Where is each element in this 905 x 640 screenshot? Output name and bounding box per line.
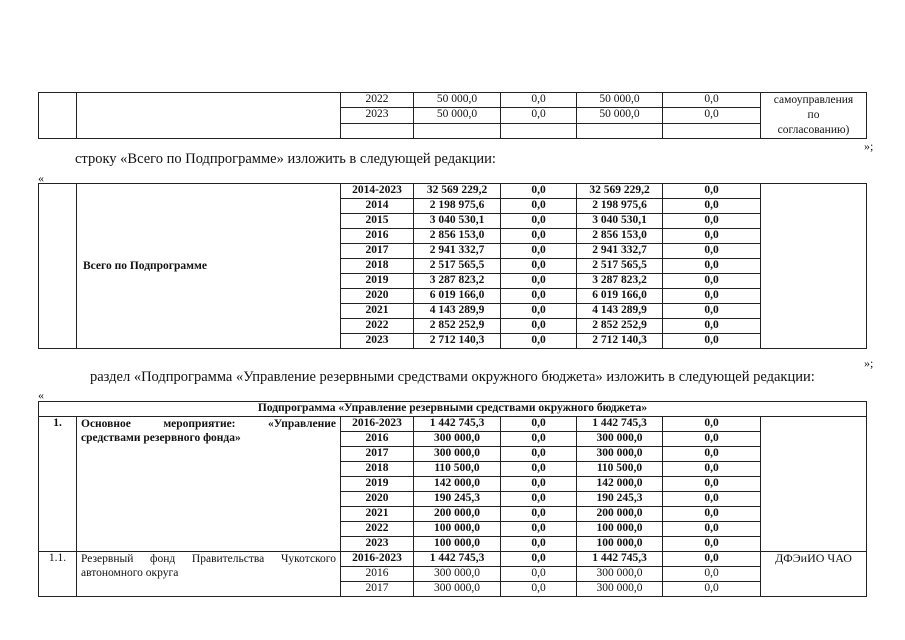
value-cell: 300 000,0: [577, 582, 663, 597]
value-cell: 190 245,3: [577, 492, 663, 507]
table-header-row: [39, 402, 867, 417]
responsible-cell: [761, 417, 867, 552]
table-row: [39, 184, 867, 199]
value-cell: 0,0: [501, 552, 577, 567]
year-cell: 2016-2023: [341, 417, 414, 432]
responsible-cell: [761, 184, 867, 349]
value-cell: 0,0: [663, 447, 761, 462]
value-cell: 0,0: [663, 289, 761, 304]
table-row: [39, 93, 867, 108]
value-cell: 0,0: [501, 319, 577, 334]
responsible-line: согласованию): [777, 124, 850, 136]
table-3: [38, 401, 867, 597]
value-cell: 0,0: [663, 507, 761, 522]
value-cell: 300 000,0: [577, 432, 663, 447]
value-cell: 0,0: [663, 522, 761, 537]
responsible-cell: [761, 93, 867, 139]
value-cell: 2 517 565,5: [414, 259, 501, 274]
value-cell: 3 040 530,1: [414, 214, 501, 229]
value-cell: 3 040 530,1: [577, 214, 663, 229]
value-cell: 0,0: [663, 319, 761, 334]
value-cell: 300 000,0: [414, 432, 501, 447]
year-cell: 2020: [341, 289, 414, 304]
value-cell: 190 245,3: [414, 492, 501, 507]
year-cell: 2016: [341, 229, 414, 244]
responsible-line: по: [807, 109, 820, 121]
value-cell: 110 500,0: [414, 462, 501, 477]
value-cell: 0,0: [501, 522, 577, 537]
value-cell: [414, 123, 501, 138]
value-cell: [577, 123, 663, 138]
year-cell: 2019: [341, 477, 414, 492]
value-cell: 0,0: [501, 432, 577, 447]
total-label: Всего по Подпрограмме: [77, 184, 341, 349]
value-cell: 0,0: [501, 417, 577, 432]
activity-name: Основное мероприятие: «Управление средствами резервного фонда»: [77, 417, 341, 552]
value-cell: 0,0: [501, 244, 577, 259]
value-cell: 2 856 153,0: [577, 229, 663, 244]
value-cell: 0,0: [663, 259, 761, 274]
value-cell: 100 000,0: [577, 522, 663, 537]
value-cell: 0,0: [663, 244, 761, 259]
value-cell: 0,0: [663, 304, 761, 319]
table-1: [38, 92, 867, 139]
value-cell: 1 442 745,3: [414, 552, 501, 567]
num-cell: [39, 184, 77, 349]
value-cell: 0,0: [501, 289, 577, 304]
responsible-line: самоуправления: [773, 94, 854, 106]
value-cell: 2 198 975,6: [414, 199, 501, 214]
value-cell: 0,0: [501, 477, 577, 492]
value-cell: 2 852 252,9: [414, 319, 501, 334]
value-cell: 0,0: [501, 492, 577, 507]
year-cell: 2017: [341, 582, 414, 597]
activity-name: Резервный фонд Правительства Чукотского автономного округа: [77, 552, 341, 597]
value-cell: 142 000,0: [414, 477, 501, 492]
value-cell: 50 000,0: [414, 93, 501, 108]
year-cell: 2016: [341, 432, 414, 447]
value-cell: 2 856 153,0: [414, 229, 501, 244]
year-cell: 2023: [341, 334, 414, 349]
year-cell: 2015: [341, 214, 414, 229]
value-cell: 50 000,0: [577, 93, 663, 108]
value-cell: 0,0: [663, 229, 761, 244]
instruction-paragraph: строку «Всего по Подпрограмме» изложить в следующей редакции:: [75, 151, 496, 167]
value-cell: 0,0: [501, 462, 577, 477]
value-cell: 2 852 252,9: [577, 319, 663, 334]
year-cell: 2018: [341, 259, 414, 274]
value-cell: 3 287 823,2: [414, 274, 501, 289]
value-cell: 300 000,0: [414, 447, 501, 462]
year-cell: 2014: [341, 199, 414, 214]
value-cell: 1 442 745,3: [414, 417, 501, 432]
value-cell: 32 569 229,2: [577, 184, 663, 199]
value-cell: 0,0: [663, 537, 761, 552]
value-cell: 50 000,0: [577, 108, 663, 123]
value-cell: 0,0: [501, 537, 577, 552]
value-cell: 4 143 289,9: [414, 304, 501, 319]
year-cell: 2023: [341, 537, 414, 552]
responsible-cell: ДФЭиИО ЧАО: [761, 552, 867, 597]
name-cell: [77, 93, 341, 139]
value-cell: 0,0: [501, 108, 577, 123]
value-cell: 300 000,0: [414, 582, 501, 597]
year-cell: 2019: [341, 274, 414, 289]
value-cell: 1 442 745,3: [577, 417, 663, 432]
subprogram-header: Подпрограмма «Управление резервными средствами окружного бюджета»: [39, 402, 867, 417]
closing-quote: »;: [864, 139, 874, 153]
value-cell: 0,0: [501, 567, 577, 582]
num-cell: 1.1.: [39, 552, 77, 597]
value-cell: 3 287 823,2: [577, 274, 663, 289]
year-cell: 2020: [341, 492, 414, 507]
value-cell: 142 000,0: [577, 477, 663, 492]
opening-quote: «: [38, 171, 44, 185]
year-cell: 2016-2023: [341, 552, 414, 567]
year-cell: 2014-2023: [341, 184, 414, 199]
value-cell: 100 000,0: [577, 537, 663, 552]
table-row: [39, 552, 867, 567]
value-cell: 0,0: [663, 462, 761, 477]
value-cell: 0,0: [501, 229, 577, 244]
value-cell: 0,0: [501, 214, 577, 229]
closing-quote: »;: [864, 356, 874, 370]
year-cell: 2022: [341, 522, 414, 537]
value-cell: 100 000,0: [414, 537, 501, 552]
value-cell: 0,0: [501, 334, 577, 349]
year-cell: 2021: [341, 507, 414, 522]
value-cell: 0,0: [663, 552, 761, 567]
instruction-paragraph: раздел «Подпрограмма «Управление резервными средствами окружного бюджета» изложить в следующей редакции:: [90, 369, 815, 385]
year-cell: 2016: [341, 567, 414, 582]
year-cell: 2017: [341, 447, 414, 462]
year-cell: 2021: [341, 304, 414, 319]
value-cell: 0,0: [663, 477, 761, 492]
value-cell: 4 143 289,9: [577, 304, 663, 319]
value-cell: 1 442 745,3: [577, 552, 663, 567]
opening-quote: «: [38, 388, 44, 402]
year-cell: 2018: [341, 462, 414, 477]
value-cell: 0,0: [501, 274, 577, 289]
value-cell: 200 000,0: [577, 507, 663, 522]
value-cell: 6 019 166,0: [414, 289, 501, 304]
year-cell: 2022: [341, 93, 414, 108]
value-cell: 300 000,0: [577, 567, 663, 582]
value-cell: 32 569 229,2: [414, 184, 501, 199]
value-cell: 0,0: [663, 567, 761, 582]
table-row: [39, 417, 867, 432]
value-cell: 50 000,0: [414, 108, 501, 123]
value-cell: 0,0: [501, 507, 577, 522]
value-cell: 6 019 166,0: [577, 289, 663, 304]
value-cell: 300 000,0: [577, 447, 663, 462]
value-cell: 0,0: [663, 492, 761, 507]
value-cell: 0,0: [663, 199, 761, 214]
year-cell: [341, 123, 414, 138]
value-cell: 0,0: [663, 582, 761, 597]
value-cell: 0,0: [663, 274, 761, 289]
value-cell: 0,0: [501, 199, 577, 214]
value-cell: 2 941 332,7: [414, 244, 501, 259]
value-cell: 0,0: [501, 582, 577, 597]
value-cell: 0,0: [663, 108, 761, 123]
num-cell: [39, 93, 77, 139]
value-cell: 0,0: [663, 93, 761, 108]
table-2: [38, 183, 867, 349]
value-cell: 200 000,0: [414, 507, 501, 522]
year-cell: 2017: [341, 244, 414, 259]
value-cell: 0,0: [501, 259, 577, 274]
value-cell: [501, 123, 577, 138]
value-cell: 110 500,0: [577, 462, 663, 477]
year-cell: 2022: [341, 319, 414, 334]
value-cell: 100 000,0: [414, 522, 501, 537]
value-cell: [663, 123, 761, 138]
value-cell: 2 712 140,3: [414, 334, 501, 349]
value-cell: 2 198 975,6: [577, 199, 663, 214]
value-cell: 0,0: [501, 93, 577, 108]
value-cell: 0,0: [663, 334, 761, 349]
value-cell: 300 000,0: [414, 567, 501, 582]
value-cell: 0,0: [663, 432, 761, 447]
num-cell: 1.: [39, 417, 77, 552]
value-cell: 0,0: [663, 184, 761, 199]
value-cell: 2 517 565,5: [577, 259, 663, 274]
value-cell: 0,0: [663, 214, 761, 229]
value-cell: 0,0: [663, 417, 761, 432]
value-cell: 2 941 332,7: [577, 244, 663, 259]
value-cell: 2 712 140,3: [577, 334, 663, 349]
year-cell: 2023: [341, 108, 414, 123]
value-cell: 0,0: [501, 184, 577, 199]
value-cell: 0,0: [501, 304, 577, 319]
value-cell: 0,0: [501, 447, 577, 462]
